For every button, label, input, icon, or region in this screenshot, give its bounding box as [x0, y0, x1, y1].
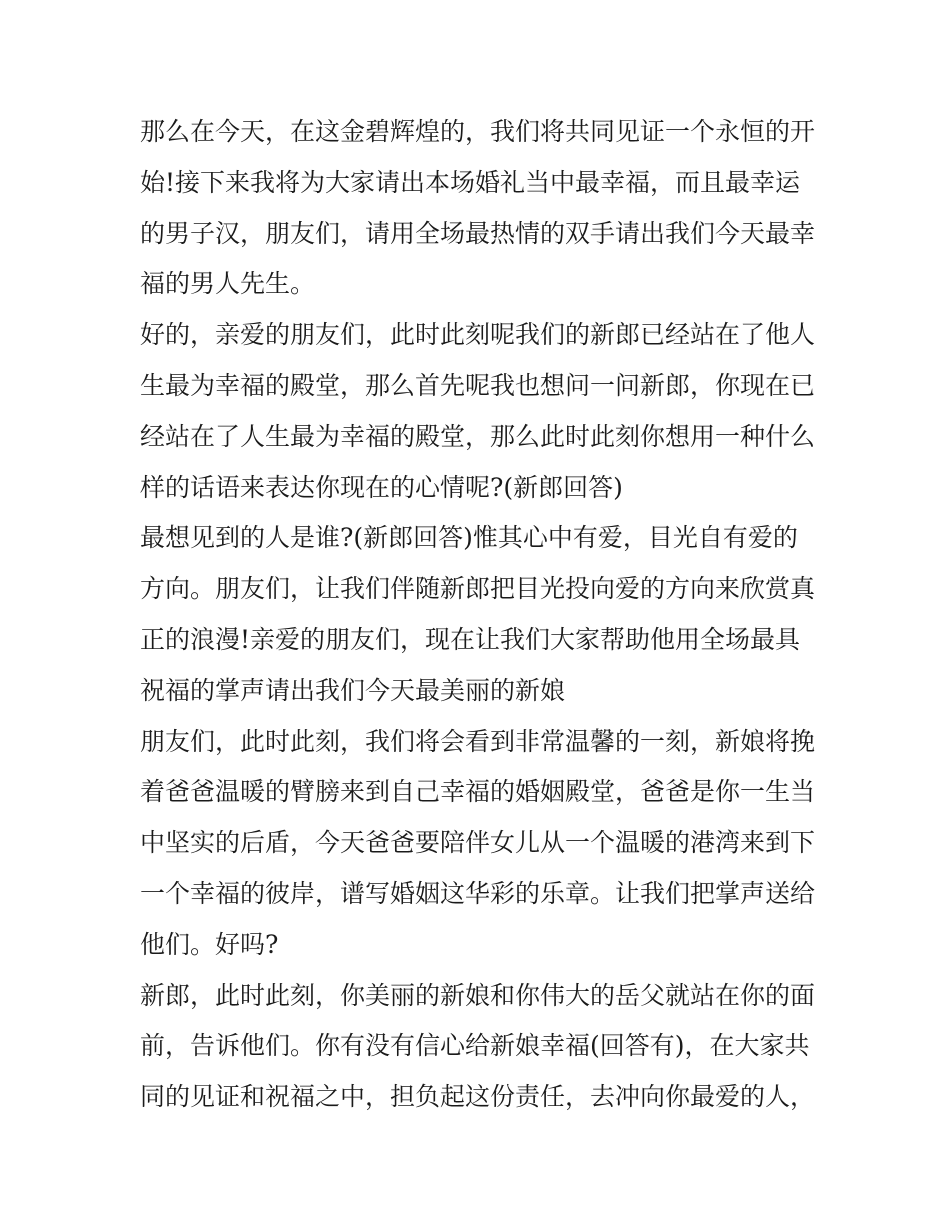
text-line: 前，告诉他们。你有没有信心给新娘幸福(回答有)，在大家共 — [140, 1031, 810, 1061]
text-line: 那么在今天，在这金碧辉煌的，我们将共同见证一个永恒的开 — [140, 117, 816, 146]
text-line: 中坚实的后盾，今天爸爸要陪伴女儿从一个温暖的港湾来到下 — [140, 828, 816, 858]
document-body — [140, 107, 820, 1123]
text-line: 最想见到的人是谁?(新郎回答)惟其心中有爱，目光自有爱的 — [140, 523, 798, 553]
text-line: 一个幸福的彼岸，谱写婚姻这华彩的乐章。让我们把掌声送给 — [140, 878, 816, 908]
text-line: 着爸爸温暖的臂膀来到自己幸福的婚姻殿堂，爸爸是你一生当 — [140, 777, 816, 807]
text-line: 朋友们，此时此刻，我们将会看到非常温馨的一刻，新娘将挽 — [140, 726, 816, 756]
text-line: 祝福的掌声请出我们今天最美丽的新娘 — [140, 675, 566, 705]
text-line: 经站在了人生最为幸福的殿堂，那么此时此刻你想用一种什么 — [140, 421, 816, 451]
text-line: 正的浪漫!亲爱的朋友们，现在让我们大家帮助他用全场最具 — [140, 624, 801, 654]
text-line: 生最为幸福的殿堂，那么首先呢我也想问一问新郎，你现在已 — [140, 370, 816, 400]
text-line: 同的见证和祝福之中，担负起这份责任，去冲向你最爱的人， — [140, 1082, 816, 1112]
text-line: 始!接下来我将为大家请出本场婚礼当中最幸福，而且最幸运 — [140, 167, 801, 197]
text-line: 他们。好吗? — [140, 929, 279, 959]
text-line: 福的男人先生。 — [140, 269, 316, 299]
text-line: 好的，亲爱的朋友们，此时此刻呢我们的新郎已经站在了他人 — [140, 320, 816, 350]
text-line: 的男子汉，朋友们，请用全场最热情的双手请出我们今天最幸 — [140, 218, 816, 248]
text-line: 方向。朋友们，让我们伴随新郎把目光投向爱的方向来欣赏真 — [140, 574, 816, 604]
text-line: 样的话语来表达你现在的心情呢?(新郎回答) — [140, 472, 623, 502]
text-line: 新郎，此时此刻，你美丽的新娘和你伟大的岳父就站在你的面 — [140, 980, 816, 1010]
